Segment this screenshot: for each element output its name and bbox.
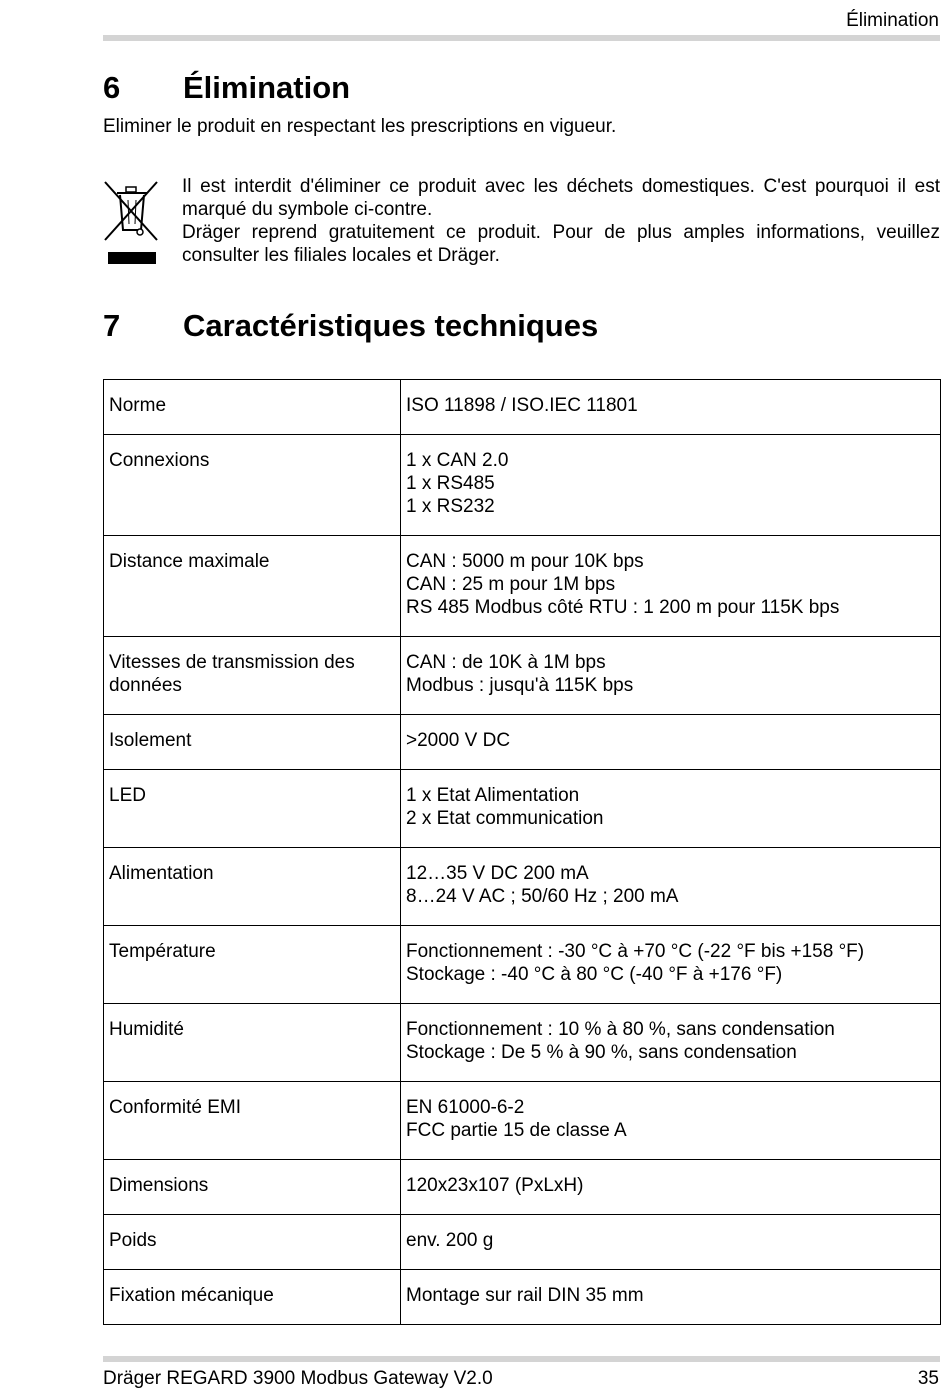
spec-value-line: Fonctionnement : -30 °C à +70 °C (-22 °F bis +158 °F) bbox=[406, 941, 865, 962]
spec-row bbox=[104, 637, 941, 715]
section-title: Caractéristiques techniques bbox=[183, 308, 599, 343]
spec-value bbox=[401, 848, 941, 926]
spec-value bbox=[401, 1270, 941, 1325]
spec-label: Dimensions bbox=[104, 1160, 401, 1215]
spec-value-line: ISO 11898 / ISO.IEC 11801 bbox=[406, 395, 638, 416]
spec-label: Conformité EMI bbox=[104, 1082, 401, 1160]
spec-value-line: Montage sur rail DIN 35 mm bbox=[406, 1285, 644, 1306]
spec-value bbox=[401, 1082, 941, 1160]
spec-value-line: Modbus : jusqu'à 115K bps bbox=[406, 675, 634, 696]
spec-value bbox=[401, 1215, 941, 1270]
spec-value-line: 1 x RS485 bbox=[406, 473, 495, 494]
spec-value-line: 8…24 V AC ; 50/60 Hz ; 200 mA bbox=[406, 886, 679, 907]
spec-value-line: RS 485 Modbus côté RTU : 1 200 m pour 115K bps bbox=[406, 597, 840, 618]
spec-row bbox=[104, 1160, 941, 1215]
spec-label: Vitesses de transmission des données bbox=[104, 637, 401, 715]
spec-label: Isolement bbox=[104, 715, 401, 770]
spec-value-line: env. 200 g bbox=[406, 1230, 494, 1251]
spec-label: Norme bbox=[104, 380, 401, 435]
page-number: 35 bbox=[917, 1368, 939, 1389]
spec-row bbox=[104, 1082, 941, 1160]
spec-value-line: CAN : de 10K à 1M bps bbox=[406, 652, 606, 673]
section-number: 7 bbox=[103, 308, 121, 343]
spec-value-line: EN 61000-6-2 bbox=[406, 1097, 525, 1118]
spec-value bbox=[401, 1004, 941, 1082]
spec-label: Humidité bbox=[104, 1004, 401, 1082]
spec-label: Distance maximale bbox=[104, 536, 401, 637]
spec-row bbox=[104, 926, 941, 1004]
spec-row bbox=[104, 536, 941, 637]
spec-value bbox=[401, 536, 941, 637]
spec-label: Poids bbox=[104, 1215, 401, 1270]
header-rule bbox=[103, 35, 940, 41]
spec-value-line: FCC partie 15 de classe A bbox=[406, 1120, 627, 1141]
disposal-paragraph: Dräger reprend gratuitement ce produit. Pour de plus amples informations, veuillez consulter les filiales locales et Dräger. bbox=[182, 222, 940, 266]
spec-value-line: 1 x Etat Alimentation bbox=[406, 785, 580, 806]
spec-value-line: 1 x CAN 2.0 bbox=[406, 450, 509, 471]
spec-row bbox=[104, 715, 941, 770]
spec-value-line: 2 x Etat communication bbox=[406, 808, 604, 829]
spec-value-line: 120x23x107 (PxLxH) bbox=[406, 1175, 584, 1196]
spec-value-line: Fonctionnement : 10 % à 80 %, sans condensation bbox=[406, 1019, 835, 1040]
spec-value bbox=[401, 637, 941, 715]
spec-row bbox=[104, 380, 941, 435]
footer-document-title: Dräger REGARD 3900 Modbus Gateway V2.0 bbox=[103, 1368, 493, 1389]
spec-value bbox=[401, 435, 941, 536]
spec-row bbox=[104, 1004, 941, 1082]
spec-row bbox=[104, 1270, 941, 1325]
section-number: 6 bbox=[103, 70, 121, 105]
section-title: Élimination bbox=[183, 70, 351, 105]
spec-row bbox=[104, 770, 941, 848]
disposal-intro: Eliminer le produit en respectant les prescriptions en vigueur. bbox=[103, 116, 617, 137]
spec-value-line: >2000 V DC bbox=[406, 730, 511, 751]
spec-value-line: Stockage : De 5 % à 90 %, sans condensation bbox=[406, 1042, 797, 1063]
technical-specs-table bbox=[103, 379, 941, 1325]
spec-label: Connexions bbox=[104, 435, 401, 536]
disposal-paragraph: Il est interdit d'éliminer ce produit avec les déchets domestiques. C'est pourquoi il est marqué du symbole ci-contre. bbox=[182, 176, 940, 220]
spec-value-line: CAN : 25 m pour 1M bps bbox=[406, 574, 616, 595]
spec-value bbox=[401, 926, 941, 1004]
spec-value bbox=[401, 715, 941, 770]
spec-label: Alimentation bbox=[104, 848, 401, 926]
footer-rule bbox=[103, 1356, 940, 1362]
disposal-text bbox=[182, 175, 940, 267]
spec-value bbox=[401, 1160, 941, 1215]
spec-label: LED bbox=[104, 770, 401, 848]
spec-value-line: CAN : 5000 m pour 10K bps bbox=[406, 551, 644, 572]
spec-label: Température bbox=[104, 926, 401, 1004]
spec-value-line: Stockage : -40 °C à 80 °C (-40 °F à +176 °F) bbox=[406, 964, 783, 985]
spec-value bbox=[401, 380, 941, 435]
spec-value-line: 12…35 V DC 200 mA bbox=[406, 863, 589, 884]
crossed-out-wheelie-bin-icon bbox=[103, 178, 159, 266]
running-header: Élimination bbox=[846, 10, 939, 31]
spec-row bbox=[104, 435, 941, 536]
spec-row bbox=[104, 1215, 941, 1270]
spec-label: Fixation mécanique bbox=[104, 1270, 401, 1325]
spec-value bbox=[401, 770, 941, 848]
spec-value-line: 1 x RS232 bbox=[406, 496, 495, 517]
spec-row bbox=[104, 848, 941, 926]
